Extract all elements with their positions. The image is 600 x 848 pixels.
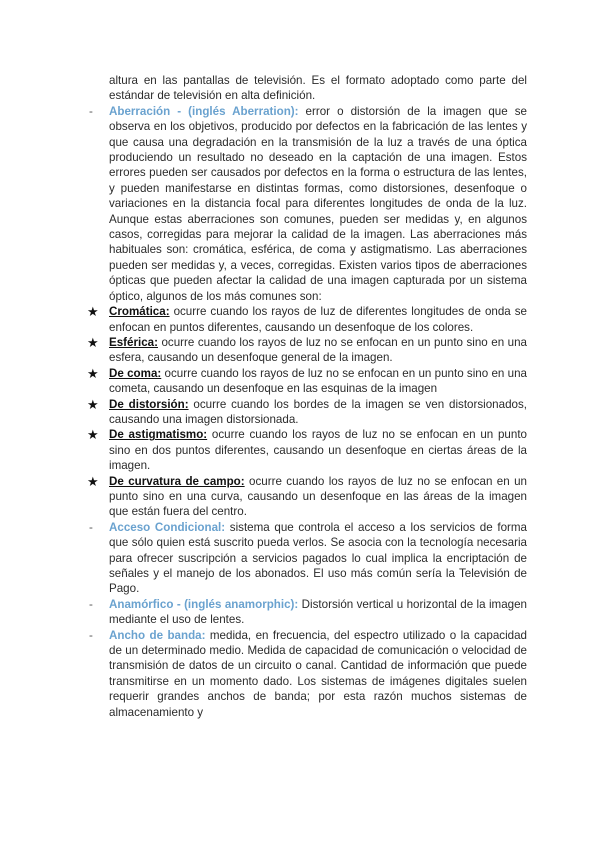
- definition-esferica: ocurre cuando los rayos de luz no se enfocan en un punto sino en una esfera, causando un desenfoque general de la imagen.: [109, 335, 527, 365]
- subterm-distorsion: De distorsión:: [109, 397, 189, 411]
- glossary-entry-ancho-de-banda: [87, 628, 527, 720]
- star-bullet-icon: ★: [87, 334, 99, 350]
- dash-bullet: -: [89, 104, 93, 118]
- glossary-entry-anamorfico: [87, 597, 527, 628]
- star-bullet-icon: ★: [87, 396, 99, 412]
- subterm-cromatica: Cromática:: [109, 305, 170, 319]
- definition-ancho-de-banda: medida, en frecuencia, del espectro utilizado o la capacidad de un determinado medio. Medida de capacidad de comunicación o velocidad de transmisión de datos de un circuito o canal. Cantidad de información que puede transmitirse en un momento dado. Los sistemas de imágenes digitales suelen requerir grandes anchos de banda; por esta razón muchos sistemas de almacenamiento y: [109, 628, 527, 719]
- aberration-type-distorsion: [87, 397, 527, 428]
- subterm-curvatura: De curvatura de campo:: [109, 474, 245, 488]
- definition-curvatura: ocurre cuando los rayos de luz no se enfocan en un punto sino en una curva, causando un desenfoque en las áreas de la imagen que están fuera del centro.: [109, 474, 527, 519]
- dash-bullet: -: [89, 628, 93, 642]
- aberration-type-coma: [87, 366, 527, 397]
- term-anamorfico: Anamórfico - (inglés anamorphic):: [109, 597, 299, 611]
- definition-coma: ocurre cuando los rayos de luz no se enfocan en un punto sino en una cometa, causando un desenfoque en las esquinas de la imagen: [109, 366, 528, 396]
- glossary-entry-acceso-condicional: [87, 520, 527, 597]
- definition-aberracion: error o distorsión de la imagen que se observa en los objetivos, producido por defectos en la fabricación de las lentes y que causa una degradación en la transmisión de la luz a través de una óptica produciendo un resultado no deseado en la captación de una imagen. Estos errores pueden ser causados por defectos en la forma o estructura de las lentes, y pueden manifestarse en distintas formas, como distorsiones, desenfoque o variaciones en la distancia focal para diferentes longitudes de onda de la luz. Aunque estas aberraciones son comunes, pueden ser medidas y, en algunos casos, corregidas para mejorar la calidad de la imagen. Las aberraciones más habituales son: cromática, esférica, de coma y astigmatismo. Las aberraciones pueden ser medidas y, a veces, corregidas. Existen varios tipos de aberraciones ópticas que pueden afectar la calidad de una imagen capturada por un sistema óptico, algunos de los más comunes son:: [109, 104, 527, 303]
- term-aberracion: Aberración - (inglés Aberration):: [109, 104, 299, 118]
- aberration-type-curvatura: [87, 474, 527, 520]
- subterm-esferica: Esférica:: [109, 335, 158, 349]
- intro-text: altura en las pantallas de televisión. Es el formato adoptado como parte del estándar de televisión en alta definición.: [109, 74, 527, 103]
- glossary-content: [87, 73, 527, 720]
- aberration-type-esferica: [87, 335, 527, 366]
- subterm-coma: De coma:: [109, 366, 162, 380]
- definition-cromatica: ocurre cuando los rayos de luz de diferentes longitudes de onda se enfocan en puntos diferentes, causando un desenfoque de los colores.: [109, 305, 527, 334]
- definition-distorsion: ocurre cuando los bordes de la imagen se ven distorsionados, causando una imagen distorsionada.: [109, 397, 527, 426]
- definition-anamorfico: Distorsión vertical u horizontal de la imagen mediante el uso de lentes.: [109, 597, 527, 627]
- star-bullet-icon: ★: [87, 427, 99, 443]
- definition-astigmatismo: ocurre cuando los rayos de luz no se enfocan en un punto sino en dos puntos diferentes, causando un desenfoque en ciertas áreas de la imagen.: [109, 428, 527, 473]
- dash-bullet: -: [89, 520, 93, 534]
- aberration-type-cromatica: [87, 304, 527, 335]
- star-bullet-icon: ★: [87, 473, 99, 489]
- star-bullet-icon: ★: [87, 365, 99, 381]
- term-acceso-condicional: Acceso Condicional:: [109, 520, 226, 534]
- glossary-entry-aberracion: [87, 104, 527, 304]
- star-bullet-icon: ★: [87, 304, 99, 320]
- definition-acceso-condicional: sistema que controla el acceso a los servicios de forma que sólo quien está suscrito pueda verlos. Se asocia con la tecnología necesaria para ofrecer suscripción a servicios pagados lo cual implica la encriptación de señales y el manejo de los abonados. El uso más común sería la Televisión de Pago.: [109, 520, 527, 596]
- subterm-astigmatismo: De astigmatismo:: [109, 428, 208, 442]
- term-ancho-de-banda: Ancho de banda:: [109, 628, 206, 642]
- aberration-type-astigmatismo: [87, 427, 527, 473]
- intro-paragraph: [87, 73, 527, 104]
- dash-bullet: -: [89, 597, 93, 611]
